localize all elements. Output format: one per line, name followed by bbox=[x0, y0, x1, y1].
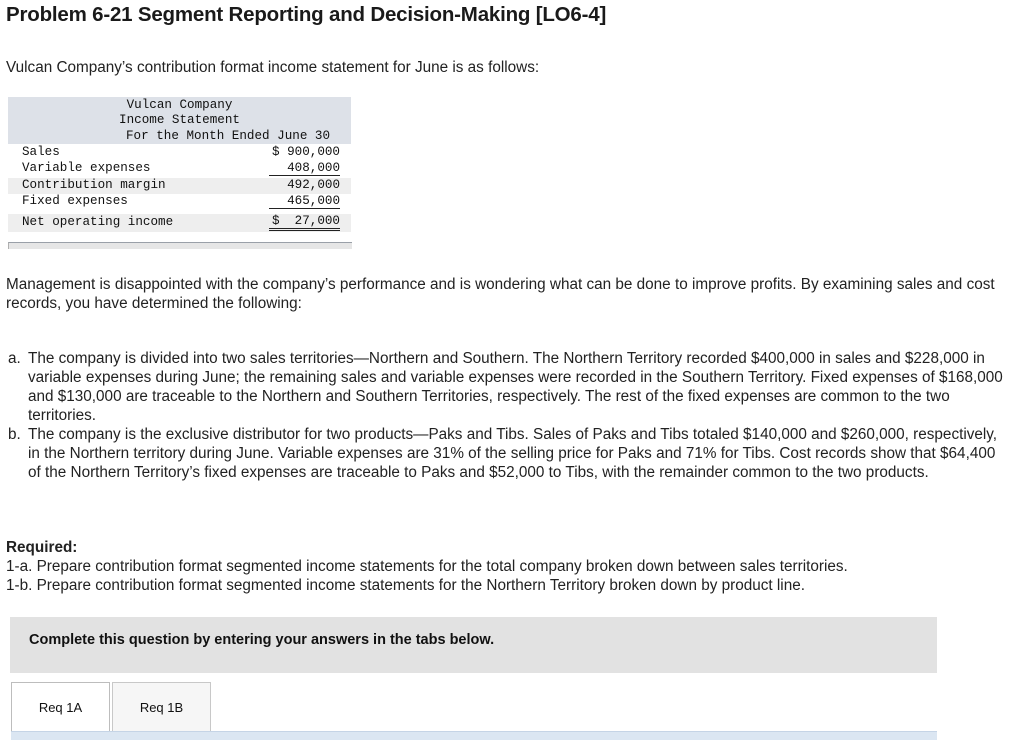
page-title: Problem 6-21 Segment Reporting and Decision-Making [LO6-4] bbox=[6, 3, 607, 26]
row-label: Variable expenses bbox=[22, 161, 151, 175]
instruction-banner bbox=[10, 617, 937, 673]
tab-content-strip bbox=[11, 731, 937, 740]
list-marker: b. bbox=[8, 426, 21, 443]
row-label: Contribution margin bbox=[22, 178, 166, 192]
statement-row-net-operating-income bbox=[8, 214, 351, 232]
row-value: 408,000 bbox=[269, 161, 340, 176]
required-section bbox=[6, 538, 1006, 595]
statement-row-variable-expenses bbox=[8, 161, 351, 177]
list-item-text: The company is divided into two sales territories—Northern and Southern. The Northern Territory recorded $400,000 in sales and $228,000 in variable expenses during June; the remaining sales and variable expenses were recorded in the Southern Territory. Fixed expenses of $168,000 and $130,000 are traceable to the Northern and Southern Territories, respectively. The rest of the fixed expenses are common to the two territories. bbox=[28, 350, 1003, 424]
row-value: 465,000 bbox=[269, 194, 340, 209]
management-paragraph: Management is disappointed with the company’s performance and is wondering what can be done to improve profits. By examining sales and cost records, you have determined the following: bbox=[6, 276, 995, 312]
statement-row-sales bbox=[8, 145, 351, 161]
row-value: $ 27,000 bbox=[269, 214, 340, 231]
statement-row-contribution-margin bbox=[8, 178, 351, 194]
banner-text: Complete this question by entering your answers in the tabs below. bbox=[29, 632, 495, 648]
row-label: Net operating income bbox=[22, 215, 174, 229]
required-heading: Required: bbox=[6, 539, 78, 556]
facts-list bbox=[8, 349, 1008, 482]
tab-req-1b[interactable]: Req 1B bbox=[112, 682, 211, 731]
required-line-1a: 1-a. Prepare contribution format segmented income statements for the total company broken down between sales territories. bbox=[6, 558, 848, 575]
statement-footer-bar bbox=[8, 242, 352, 249]
intro-text: Vulcan Company’s contribution format income statement for June is as follows: bbox=[6, 59, 540, 76]
tab-req-1a[interactable]: Req 1A bbox=[11, 682, 110, 731]
row-label: Sales bbox=[22, 145, 60, 159]
list-item bbox=[8, 349, 1008, 425]
list-item bbox=[8, 425, 1008, 482]
row-label: Fixed expenses bbox=[22, 194, 128, 208]
required-line-1b: 1-b. Prepare contribution format segmented income statements for the Northern Territory broken down by product line. bbox=[6, 577, 805, 594]
row-value: $ 900,000 bbox=[271, 145, 340, 159]
income-statement bbox=[8, 97, 351, 250]
row-value: 492,000 bbox=[287, 178, 340, 192]
list-item-text: The company is the exclusive distributor for two products—Paks and Tibs. Sales of Paks and Tibs totaled $140,000 and $260,000, respectively, in the Northern territory during June. Variable expenses are 31% of the selling price for Paks and 71% for Tibs. Cost records show that $64,400 of the Northern Territory’s fixed expenses are traceable to Paks and $52,000 to Tibs, with the remainder common to the two products. bbox=[28, 426, 998, 481]
statement-period: For the Month Ended June 30 bbox=[126, 129, 331, 143]
statement-row-fixed-expenses bbox=[8, 194, 351, 210]
statement-name: Income Statement bbox=[119, 113, 240, 127]
statement-company: Vulcan Company bbox=[126, 98, 233, 112]
list-marker: a. bbox=[8, 350, 21, 367]
statement-header bbox=[8, 97, 351, 144]
